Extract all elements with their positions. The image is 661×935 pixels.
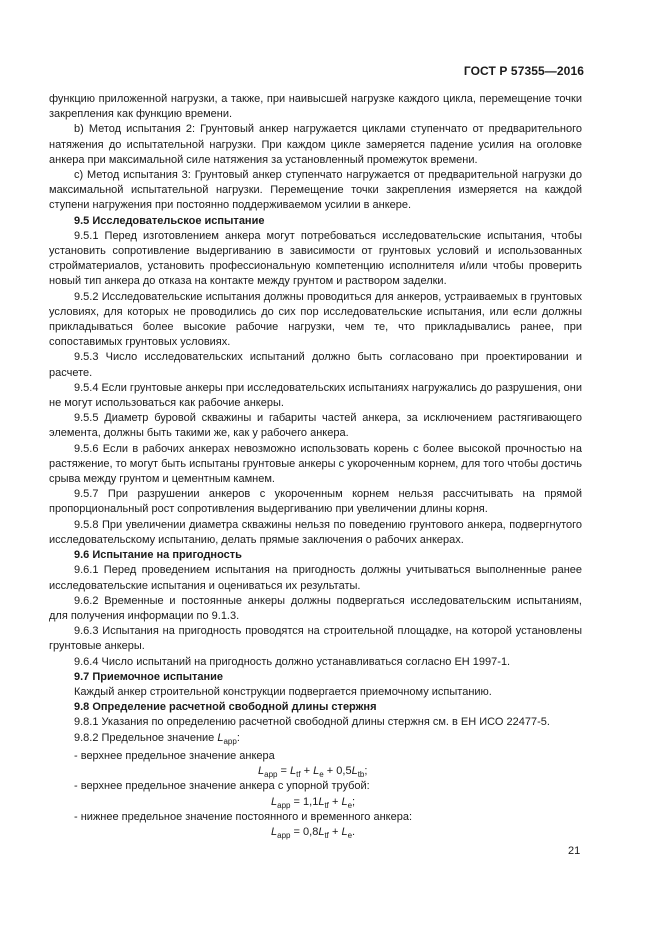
document-id-header: ГОСТ Р 57355—2016 (463, 64, 584, 78)
p2-sub: app (223, 736, 237, 746)
paragraph-9-6-4: 9.6.4 Число испытаний на пригодность должно устанавливаться согласно ЕН 1997-1. (74, 655, 511, 668)
paragraph-9-5-5: 9.5.5 Диаметр буровой скважины и габариты частей анкера, за исключением растягивающего элемента, должны быть такими же, как у рабочего анкера. (49, 412, 582, 440)
paragraph-9-7: Каждый анкер строительной конструкции подвергается приемочному испытанию. (74, 685, 492, 698)
list-item-upper-limit: - верхнее предельное значение анкера (74, 749, 275, 762)
list-item-lower-limit: - нижнее предельное значение постоянного и временного анкера: (74, 810, 413, 823)
formula-var: L (318, 825, 325, 838)
formula-sub: tf (324, 800, 329, 810)
section-heading-9-8: 9.8 Определение расчетной свободной длины стержня (74, 701, 377, 714)
paragraph-9-5-6: 9.5.6 Если в рабочих анкерах невозможно использовать корень с более высокой прочностью на растяжение, то могут быть испытаны грунтовые анкеры с укороченным корнем, для того чтобы достичь срыва между грунтом и цементным камнем. (49, 442, 582, 486)
formula-op: = 1,1 (290, 795, 319, 808)
formula-sub: app (277, 831, 291, 841)
formula-end: ; (364, 765, 368, 778)
formula-upper-limit-tube (49, 795, 582, 810)
formula-sub: tf (324, 831, 329, 841)
paragraph-9-5-2: 9.5.2 Исследовательские испытания должны проводиться для анкеров, устраиваемых в грунтовых условиях, для которых не проводились до сих пор исследовательские испытания, или если должны прикладываться более высокие рабочие нагрузки, чем те, что прикладывались ранее, при сопоставимых грунтовых условиях. (49, 290, 582, 349)
list-item-upper-limit-tube: - верхнее предельное значение анкера с упорной трубой: (74, 780, 370, 793)
formula-op: + (300, 765, 314, 778)
paragraph-9-5-8: 9.5.8 При увеличении диаметра скважины нельзя по поведению грунтового анкера, подвергнутого исследовательскому испытанию, делать прямые заключения о рабочих анкерах. (49, 518, 582, 546)
formula-upper-limit (49, 764, 582, 779)
page-body (49, 92, 582, 840)
formula-var: L (290, 765, 297, 778)
formula-op: + (328, 795, 342, 808)
paragraph-9-8-2 (49, 731, 582, 749)
paragraph-9-6-1: 9.6.1 Перед проведением испытания на пригодность должны учитываться выполненные ранее исследовательские испытания и оцениваться их результаты. (49, 564, 582, 592)
formula-var: L (271, 825, 278, 838)
formula-end: . (352, 825, 356, 838)
formula-var: L (313, 765, 320, 778)
paragraph-9-6-2: 9.6.2 Временные и постоянные анкеры должны подвергаться исследовательским испытаниям, для получения информации по 9.1.3. (49, 594, 582, 622)
p2-prefix: 9.8.2 Предельное значение (74, 731, 218, 744)
paragraph-9-5-4: 9.5.4 Если грунтовые анкеры при исследовательских испытаниях нагружались до разрушения, они не могут использоваться как рабочие анкеры. (49, 381, 582, 410)
formula-sub: e (319, 770, 324, 780)
formula-sub: app (264, 770, 278, 780)
formula-op: = 0,8 (290, 825, 319, 838)
paragraph-continuation: функцию приложенной нагрузки, а также, при наивысшей нагрузке каждого цикла, перемещение точки закрепления как функцию времени. (49, 93, 582, 121)
formula-op: = (277, 765, 291, 778)
paragraph-9-5-1: 9.5.1 Перед изготовлением анкера могут потребоваться исследовательские испытания, чтобы установить сопротивление выдергиванию в зависимости от грунтовых условий и использованных стройматериалов, установить профессиональную компетенцию исполнителя и/или чтобы проверить новый тип анкера до отказа на контакте между грунтом и раствором заделки. (49, 229, 582, 288)
paragraph-9-5-7: 9.5.7 При разрушении анкеров с укороченным корнем нельзя рассчитывать на прямой пропорциональный рост сопротивления выдергиванию при увеличении длины корня. (49, 488, 582, 516)
page-number: 21 (568, 845, 581, 857)
formula-sub: app (277, 800, 291, 810)
paragraph-9-6-3: 9.6.3 Испытания на пригодность проводятся на строительной площадке, на которой установлены грунтовые анкеры. (49, 625, 582, 653)
formula-sub: tb (357, 770, 365, 780)
p2-suffix: : (236, 731, 240, 744)
formula-var: L (258, 765, 265, 778)
formula-var: L (318, 795, 325, 808)
section-heading-9-5: 9.5 Исследовательское испытание (74, 214, 265, 227)
formula-var: L (271, 795, 278, 808)
p2-var: L (217, 731, 224, 744)
paragraph-method-2: b) Метод испытания 2: Грунтовый анкер нагружается циклами ступенчато от предварительного натяжения до испытательной нагрузки. При каждом цикле замеряется падение усилия на оголовке анкера при максимальной силе натяжения за установленный промежуток времени. (49, 123, 582, 166)
formula-lower-limit (49, 825, 582, 840)
section-heading-9-6: 9.6 Испытание на пригодность (74, 549, 242, 562)
formula-var: L (341, 825, 348, 838)
paragraph-method-3: c) Метод испытания 3: Грунтовый анкер ступенчато нагружается от предварительной нагрузки до максимальной испытательной нагрузки. Перемещение точки закрепления измеряется на каждой ступени нагружения при постоянно поддерживаемом усилии в анкере. (49, 169, 582, 212)
formula-sub: e (347, 800, 353, 810)
formula-var: L (341, 795, 348, 808)
formula-sub: tf (296, 770, 301, 780)
formula-op: + 0,5 (323, 765, 352, 778)
paragraph-9-8-1: 9.8.1 Указания по определению расчетной свободной длины стержня см. в ЕН ИСО 22477-5. (74, 716, 550, 729)
section-heading-9-7: 9.7 Приемочное испытание (74, 670, 224, 683)
formula-end: ; (352, 795, 356, 808)
formula-var: L (351, 765, 358, 778)
paragraph-9-5-3: 9.5.3 Число исследовательских испытаний должно быть согласовано при проектировании и расчете. (49, 351, 582, 379)
formula-sub: e (347, 831, 353, 841)
formula-op: + (328, 825, 342, 838)
